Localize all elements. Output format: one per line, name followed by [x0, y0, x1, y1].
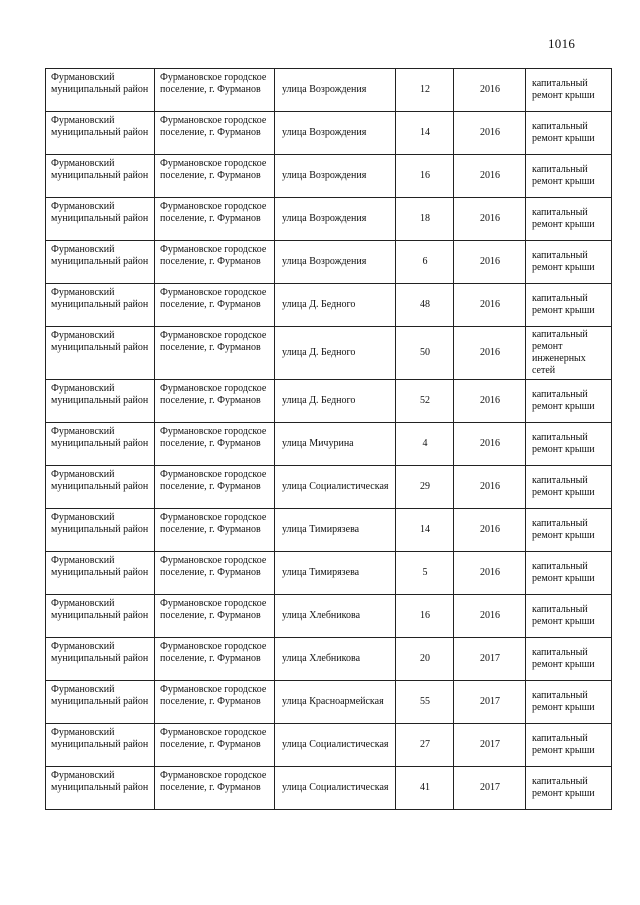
- settlement-cell: Фурмановское городское поселение, г. Фурманов: [155, 509, 275, 552]
- street-cell: улица Социалистическая: [275, 466, 396, 509]
- municipal-area-cell: Фурмановский муниципальный район: [46, 112, 155, 155]
- work-type-cell: капитальный ремонт крыши: [526, 69, 612, 112]
- municipal-area-cell: Фурмановский муниципальный район: [46, 767, 155, 810]
- work-type-cell: капитальный ремонт крыши: [526, 638, 612, 681]
- year-cell: 2017: [454, 724, 526, 767]
- year-cell: 2017: [454, 767, 526, 810]
- year-cell: 2016: [454, 198, 526, 241]
- settlement-cell: Фурмановское городское поселение, г. Фурманов: [155, 155, 275, 198]
- settlement-cell: Фурмановское городское поселение, г. Фурманов: [155, 638, 275, 681]
- repair-register-table: [45, 68, 612, 810]
- year-cell: 2016: [454, 509, 526, 552]
- year-cell: 2016: [454, 380, 526, 423]
- work-type-cell: капитальный ремонт крыши: [526, 724, 612, 767]
- year-cell: 2017: [454, 681, 526, 724]
- table-row: [46, 552, 612, 595]
- settlement-cell: Фурмановское городское поселение, г. Фурманов: [155, 423, 275, 466]
- work-type-cell: капитальный ремонт крыши: [526, 380, 612, 423]
- municipal-area-cell: Фурмановский муниципальный район: [46, 595, 155, 638]
- work-type-cell: капитальный ремонт крыши: [526, 423, 612, 466]
- table-row: [46, 327, 612, 380]
- street-cell: улица Хлебникова: [275, 638, 396, 681]
- table-row: [46, 69, 612, 112]
- street-cell: улица Возрождения: [275, 155, 396, 198]
- house-number-cell: 50: [396, 327, 454, 380]
- house-number-cell: 16: [396, 155, 454, 198]
- settlement-cell: Фурмановское городское поселение, г. Фурманов: [155, 724, 275, 767]
- municipal-area-cell: Фурмановский муниципальный район: [46, 327, 155, 380]
- street-cell: улица Хлебникова: [275, 595, 396, 638]
- street-cell: улица Д. Бедного: [275, 327, 396, 380]
- municipal-area-cell: Фурмановский муниципальный район: [46, 380, 155, 423]
- year-cell: 2016: [454, 284, 526, 327]
- table-row: [46, 198, 612, 241]
- house-number-cell: 12: [396, 69, 454, 112]
- street-cell: улица Тимирязева: [275, 509, 396, 552]
- settlement-cell: Фурмановское городское поселение, г. Фурманов: [155, 767, 275, 810]
- house-number-cell: 14: [396, 509, 454, 552]
- work-type-cell: капитальный ремонт крыши: [526, 284, 612, 327]
- house-number-cell: 52: [396, 380, 454, 423]
- house-number-cell: 41: [396, 767, 454, 810]
- settlement-cell: Фурмановское городское поселение, г. Фурманов: [155, 595, 275, 638]
- work-type-cell: капитальный ремонт крыши: [526, 155, 612, 198]
- municipal-area-cell: Фурмановский муниципальный район: [46, 69, 155, 112]
- municipal-area-cell: Фурмановский муниципальный район: [46, 724, 155, 767]
- settlement-cell: Фурмановское городское поселение, г. Фурманов: [155, 380, 275, 423]
- table-row: [46, 509, 612, 552]
- page-number: 1016: [548, 36, 576, 51]
- work-type-cell: капитальный ремонт крыши: [526, 681, 612, 724]
- street-cell: улица Социалистическая: [275, 767, 396, 810]
- house-number-cell: 16: [396, 595, 454, 638]
- table-row: [46, 155, 612, 198]
- municipal-area-cell: Фурмановский муниципальный район: [46, 509, 155, 552]
- street-cell: улица Мичурина: [275, 423, 396, 466]
- street-cell: улица Красноармейская: [275, 681, 396, 724]
- street-cell: улица Социалистическая: [275, 724, 396, 767]
- house-number-cell: 4: [396, 423, 454, 466]
- settlement-cell: Фурмановское городское поселение, г. Фурманов: [155, 112, 275, 155]
- house-number-cell: 55: [396, 681, 454, 724]
- settlement-cell: Фурмановское городское поселение, г. Фурманов: [155, 327, 275, 380]
- table-row: [46, 380, 612, 423]
- work-type-cell: капитальный ремонт крыши: [526, 552, 612, 595]
- settlement-cell: Фурмановское городское поселение, г. Фурманов: [155, 466, 275, 509]
- municipal-area-cell: Фурмановский муниципальный район: [46, 198, 155, 241]
- street-cell: улица Д. Бедного: [275, 284, 396, 327]
- table-row: [46, 241, 612, 284]
- street-cell: улица Возрождения: [275, 69, 396, 112]
- table-row: [46, 724, 612, 767]
- house-number-cell: 6: [396, 241, 454, 284]
- house-number-cell: 29: [396, 466, 454, 509]
- municipal-area-cell: Фурмановский муниципальный район: [46, 284, 155, 327]
- work-type-cell: капитальный ремонт крыши: [526, 767, 612, 810]
- work-type-cell: капитальный ремонт крыши: [526, 241, 612, 284]
- house-number-cell: 5: [396, 552, 454, 595]
- settlement-cell: Фурмановское городское поселение, г. Фурманов: [155, 241, 275, 284]
- settlement-cell: Фурмановское городское поселение, г. Фурманов: [155, 681, 275, 724]
- work-type-cell: капитальный ремонт крыши: [526, 112, 612, 155]
- year-cell: 2016: [454, 69, 526, 112]
- work-type-cell: капитальный ремонт крыши: [526, 198, 612, 241]
- municipal-area-cell: Фурмановский муниципальный район: [46, 423, 155, 466]
- street-cell: улица Возрождения: [275, 241, 396, 284]
- settlement-cell: Фурмановское городское поселение, г. Фурманов: [155, 198, 275, 241]
- street-cell: улица Возрождения: [275, 112, 396, 155]
- work-type-cell: капитальный ремонт крыши: [526, 509, 612, 552]
- municipal-area-cell: Фурмановский муниципальный район: [46, 466, 155, 509]
- work-type-cell: капитальный ремонт крыши: [526, 595, 612, 638]
- table-row: [46, 112, 612, 155]
- year-cell: 2016: [454, 423, 526, 466]
- year-cell: 2016: [454, 112, 526, 155]
- table-row: [46, 767, 612, 810]
- house-number-cell: 18: [396, 198, 454, 241]
- table-row: [46, 284, 612, 327]
- year-cell: 2016: [454, 327, 526, 380]
- year-cell: 2016: [454, 155, 526, 198]
- table-row: [46, 681, 612, 724]
- municipal-area-cell: Фурмановский муниципальный район: [46, 552, 155, 595]
- municipal-area-cell: Фурмановский муниципальный район: [46, 155, 155, 198]
- street-cell: улица Возрождения: [275, 198, 396, 241]
- settlement-cell: Фурмановское городское поселение, г. Фурманов: [155, 69, 275, 112]
- year-cell: 2017: [454, 638, 526, 681]
- street-cell: улица Тимирязева: [275, 552, 396, 595]
- year-cell: 2016: [454, 241, 526, 284]
- settlement-cell: Фурмановское городское поселение, г. Фурманов: [155, 284, 275, 327]
- municipal-area-cell: Фурмановский муниципальный район: [46, 241, 155, 284]
- table-row: [46, 466, 612, 509]
- street-cell: улица Д. Бедного: [275, 380, 396, 423]
- house-number-cell: 14: [396, 112, 454, 155]
- table-row: [46, 595, 612, 638]
- year-cell: 2016: [454, 595, 526, 638]
- house-number-cell: 27: [396, 724, 454, 767]
- table-row: [46, 423, 612, 466]
- municipal-area-cell: Фурмановский муниципальный район: [46, 681, 155, 724]
- municipal-area-cell: Фурмановский муниципальный район: [46, 638, 155, 681]
- work-type-cell: капитальный ремонт инженерных сетей: [526, 327, 612, 380]
- year-cell: 2016: [454, 552, 526, 595]
- year-cell: 2016: [454, 466, 526, 509]
- house-number-cell: 48: [396, 284, 454, 327]
- table-row: [46, 638, 612, 681]
- work-type-cell: капитальный ремонт крыши: [526, 466, 612, 509]
- settlement-cell: Фурмановское городское поселение, г. Фурманов: [155, 552, 275, 595]
- house-number-cell: 20: [396, 638, 454, 681]
